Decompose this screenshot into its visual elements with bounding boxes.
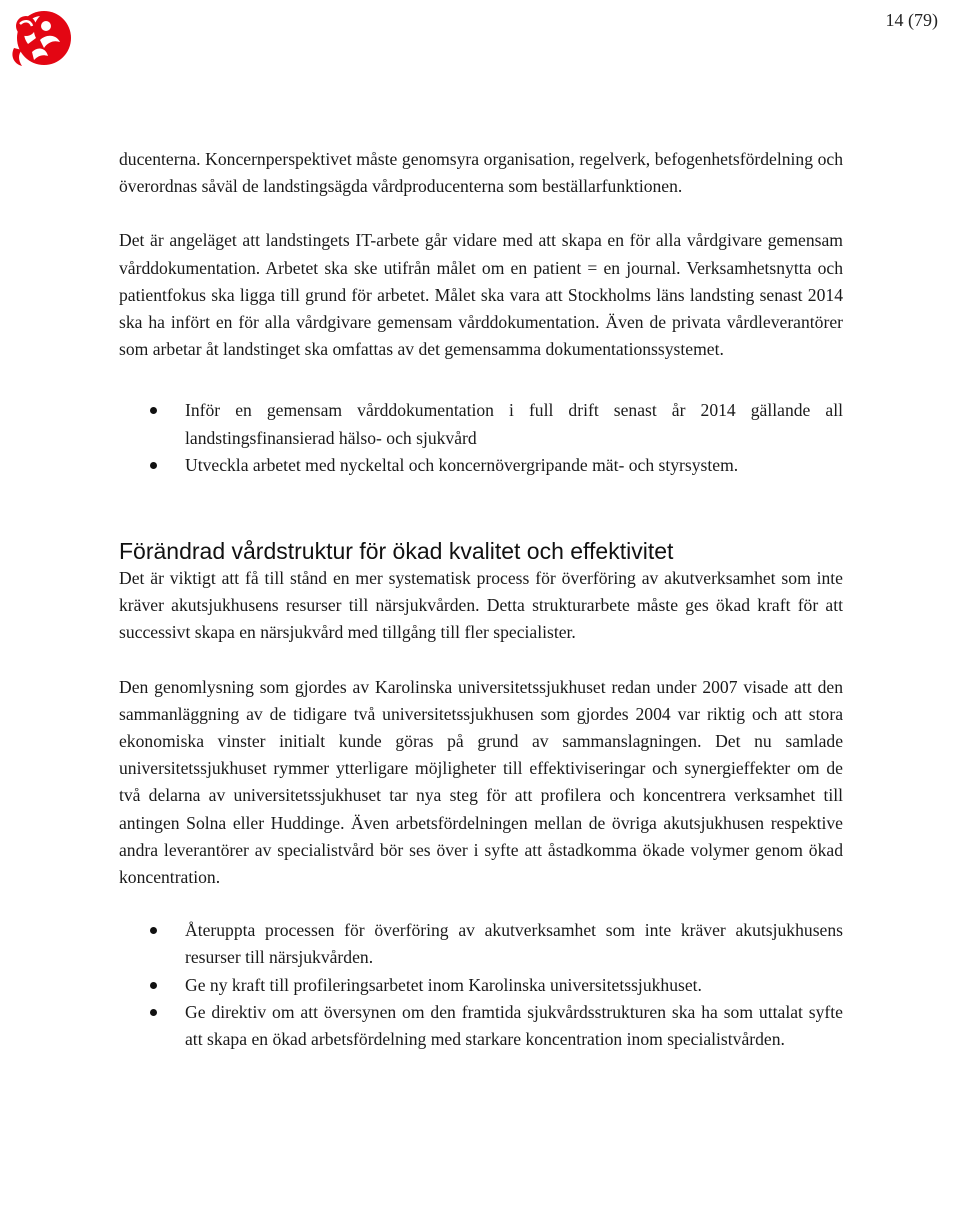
list-item: Återuppta processen för överföring av akutverksamhet som inte kräver akutsjukhusens resurser till närsjukvården. [119,917,843,971]
paragraph: Den genomlysning som gjordes av Karolinska universitetssjukhuset redan under 2007 visade att den sammanläggning av de tidigare två universitetssjukhusen som gjordes 2004 var riktig och att stora ekonomiska vinster initialt kunde göras på grund av sammanslagningen. Det nu samlade universitetssjukhuset rymmer ytterligare möjligheter till effektiviseringar och synergieffekter om de två delarna av universitetssjukhuset tar nya steg för att profilera och koncentrera verksamhet till antingen Solna eller Huddinge. Även arbetsfördelningen mellan de övriga akutsjukhusen respektive andra leverantörer av specialistvård bör ses över i syfte att åstadkomma ökade volymer genom ökad koncentration. [119,676,843,888]
list-item: Ge direktiv om att översynen om den framtida sjukvårdsstrukturen ska ha som uttalat syfte att skapa en ökad arbetsfördelning med starkare koncentration inom specialistvården. [119,999,843,1053]
bullet-list [119,397,843,479]
paragraph: Det är angeläget att landstingets IT-arbete går vidare med att skapa en för alla vårdgivare gemensam vårddokumentation. Arbetet ska ske utifrån målet om en patient = en journal. Verksamhetsnytta och patientfokus ska ligga till grund för arbetet. Målet ska vara att Stockholms läns landsting senast 2014 ska ha infört en för alla vårdgivare gemensam vårddokumentation. Även de privata vårdleverantörer som arbetar åt landstinget ska omfattas av det gemensamma dokumentationssystemet. [119,230,843,360]
list-item: Utveckla arbetet med nyckeltal och koncernövergripande mät- och styrsystem. [119,452,843,479]
section-heading: Förändrad vårdstruktur för ökad kvalitet och effektivitet [119,538,674,565]
list-item: Ge ny kraft till profileringsarbetet inom Karolinska universitetssjukhuset. [119,972,843,999]
bullet-list [119,917,843,1053]
page-number: 14 (79) [885,10,938,30]
paragraph: Det är viktigt att få till stånd en mer systematisk process för överföring av akutverksamhet som inte kräver akutsjukhusens resurser till närsjukvården. Detta strukturarbete måste ges ökad kraft för att successivt skapa en närsjukvård med tillgång till fler specialister. [119,568,843,643]
document-body [119,146,843,1053]
red-rose-logo-icon [6,4,74,72]
paragraph: ducenterna. Koncernperspektivet måste genomsyra organisation, regelverk, befogenhetsfördelning och överordnas såväl de landstingsägda vårdproducenterna som beställarfunktionen. [119,149,843,197]
list-item: Inför en gemensam vårddokumentation i full drift senast år 2014 gällande all landstingsfinansierad hälso- och sjukvård [119,397,843,451]
